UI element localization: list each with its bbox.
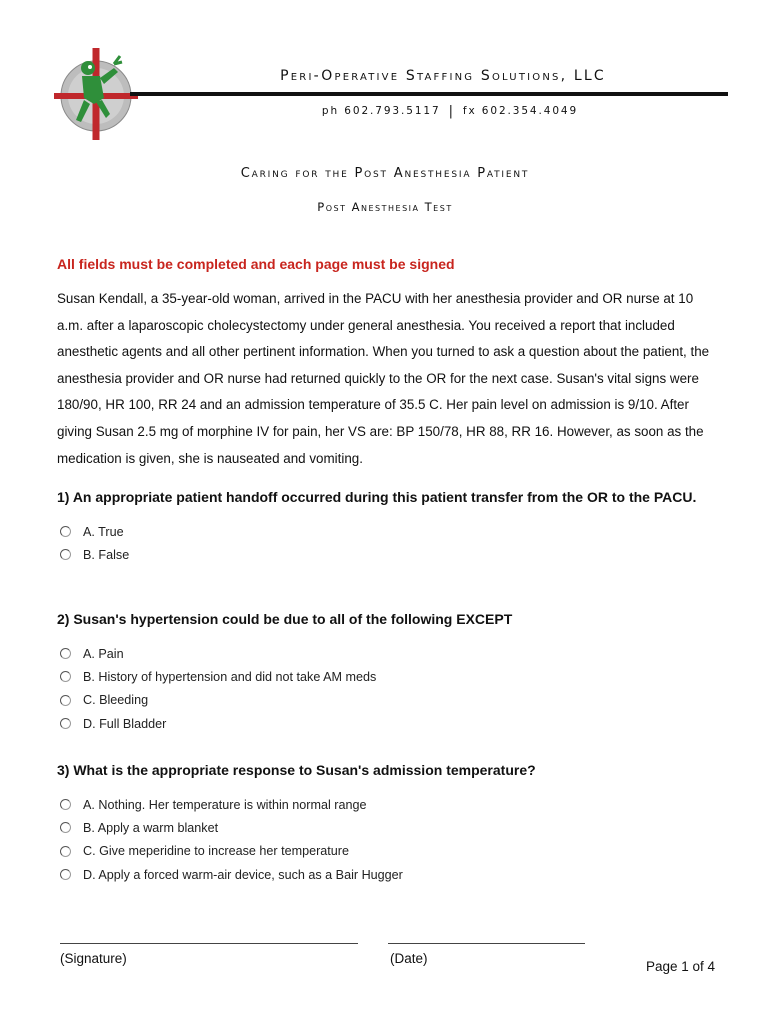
option-c[interactable] <box>57 840 722 863</box>
option-b[interactable] <box>57 816 722 839</box>
contact-info <box>260 104 640 119</box>
option-label: A. True <box>83 524 124 539</box>
case-scenario: Susan Kendall, a 35-year-old woman, arrived in the PACU with her anesthesia provider and OR nurse at 10 a.m. after a laparoscopic cholecystectomy under general anesthesia. You received a report that included anesthetic agents and all other pertinent information. When you turned to ask a question about the patient, the anesthesia provider and OR nurse had returned quickly to the OR for the next case. Susan's vital signs were 180/90, HR 100, RR 24 and an admission temperature of 35.5 C. Her pain level on admission is 9/10. After giving Susan 2.5 mg of morphine IV for pain, her VS are: BP 150/78, HR 88, RR 16. However, as soon as the medication is given, she is nauseated and vomiting. <box>57 291 710 466</box>
signature-field[interactable] <box>60 943 358 944</box>
company-logo <box>48 46 138 142</box>
answer-options <box>57 520 722 567</box>
header-rule <box>130 92 728 96</box>
radio-button-icon[interactable] <box>60 526 71 537</box>
option-a[interactable] <box>57 642 722 665</box>
option-label: A. Nothing. Her temperature is within normal range <box>83 797 367 812</box>
phone-number: ph 602.793.5117 <box>321 105 441 117</box>
option-label: B. Apply a warm blanket <box>83 820 219 835</box>
company-name: Peri-Operative Staffing Solutions, LLC <box>280 68 606 84</box>
answer-options <box>57 793 722 886</box>
question-3 <box>57 761 722 886</box>
question-2 <box>57 610 722 735</box>
option-c[interactable] <box>57 689 722 712</box>
option-label: B. History of hypertension and did not take AM meds <box>83 669 377 684</box>
question-text: 3) What is the appropriate response to Susan's admission temperature? <box>57 762 536 778</box>
option-b[interactable] <box>57 543 722 566</box>
date-field[interactable] <box>388 943 585 944</box>
radio-button-icon[interactable] <box>60 718 71 729</box>
radio-button-icon[interactable] <box>60 869 71 880</box>
option-a[interactable] <box>57 793 722 816</box>
option-label: A. Pain <box>83 646 124 661</box>
date-label: (Date) <box>390 951 428 966</box>
radio-button-icon[interactable] <box>60 671 71 682</box>
option-label: B. False <box>83 547 130 562</box>
option-label: D. Full Bladder <box>83 716 167 731</box>
radio-button-icon[interactable] <box>60 822 71 833</box>
required-fields-notice: All fields must be completed and each page must be signed <box>57 256 455 272</box>
option-d[interactable] <box>57 712 722 735</box>
signature-label: (Signature) <box>60 951 127 966</box>
radio-button-icon[interactable] <box>60 648 71 659</box>
document-title: Caring for the Post Anesthesia Patient <box>240 166 530 181</box>
question-1 <box>57 488 722 567</box>
option-b[interactable] <box>57 665 722 688</box>
radio-button-icon[interactable] <box>60 846 71 857</box>
option-a[interactable] <box>57 520 722 543</box>
page-number: Page 1 of 4 <box>646 959 716 974</box>
radio-button-icon[interactable] <box>60 549 71 560</box>
option-label: D. Apply a forced warm-air device, such as a Bair Hugger <box>83 867 403 882</box>
question-text: 1) An appropriate patient handoff occurred during this patient transfer from the OR to the PACU. <box>57 489 697 505</box>
option-label: C. Give meperidine to increase her temperature <box>83 844 349 859</box>
option-label: C. Bleeding <box>83 693 149 708</box>
contact-separator: | <box>448 104 455 119</box>
fax-number: fx 602.354.4049 <box>462 105 579 117</box>
option-d[interactable] <box>57 863 722 886</box>
question-text: 2) Susan's hypertension could be due to all of the following EXCEPT <box>57 611 513 627</box>
answer-options <box>57 642 722 735</box>
radio-button-icon[interactable] <box>60 799 71 810</box>
radio-button-icon[interactable] <box>60 695 71 706</box>
document-subtitle: Post Anesthesia Test <box>317 200 453 214</box>
